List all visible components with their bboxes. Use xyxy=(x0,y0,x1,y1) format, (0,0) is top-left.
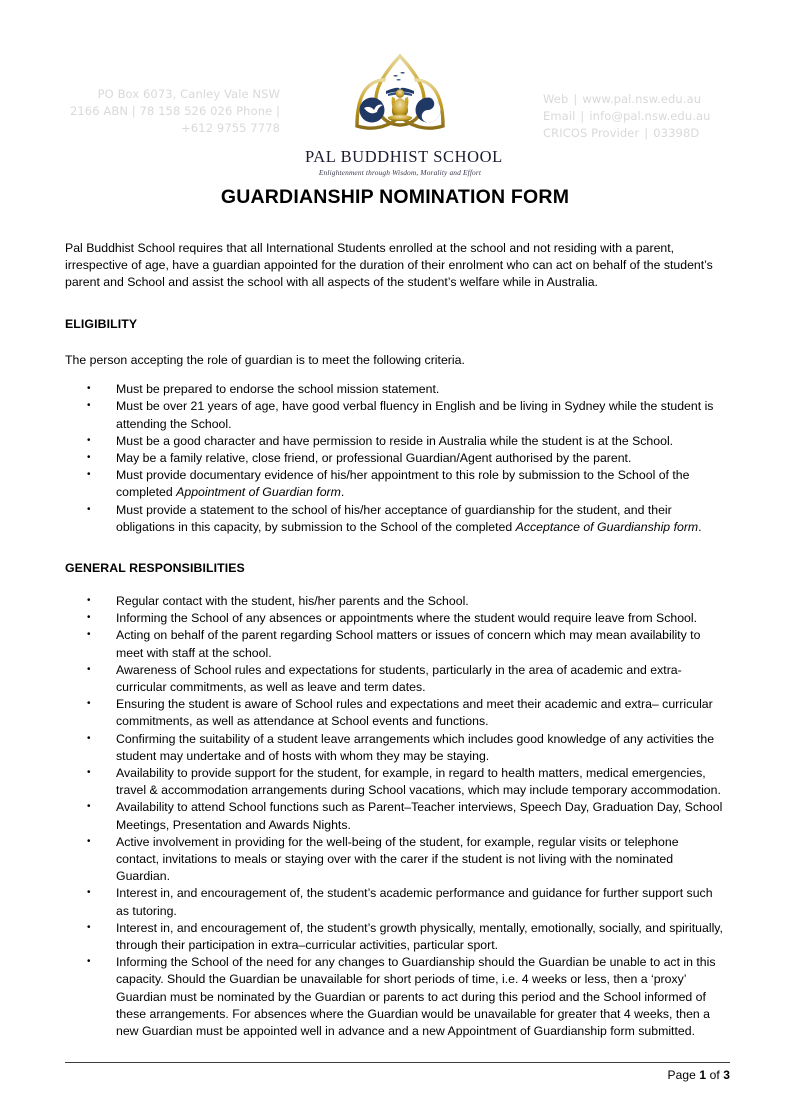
page-number-current: 1 xyxy=(699,1068,707,1082)
page-number-prefix: Page xyxy=(667,1068,700,1082)
list-item-text: Must provide a statement to the school of his/her acceptance of guardianship for the student, and their obligations in this capacity, by submission to the School of the completed xyxy=(116,502,672,534)
list-item-text: Informing the School of any absences or appointments where the student would require leave from School. xyxy=(116,611,698,626)
logo-school-name: PAL BUDDHIST SCHOOL xyxy=(305,147,503,166)
list-item-text: Active involvement in providing for the well-being of the student, for example, regular visits or telephone contact, invitations to meals or staying over with the carer if the student is not living with the nominated Guardian. xyxy=(116,834,679,884)
header-cricos-separator: | xyxy=(644,126,649,140)
list-item xyxy=(65,731,725,765)
list-item xyxy=(65,467,725,501)
list-item-text: Must be over 21 years of age, have good verbal fluency in English and be living in Sydney while the student is attending the School. xyxy=(116,399,714,431)
general-responsibilities-list xyxy=(65,593,725,1040)
list-item-text: Must be prepared to endorse the school mission statement. xyxy=(116,382,440,397)
list-item xyxy=(65,696,725,730)
footer-divider xyxy=(65,1062,730,1063)
list-item-text: Must be a good character and have permission to reside in Australia while the student is at the School. xyxy=(116,433,674,448)
dove-emblem xyxy=(360,98,385,123)
list-item-tail: . xyxy=(698,519,702,534)
yin-yang-emblem xyxy=(416,98,441,123)
list-item xyxy=(65,502,725,536)
list-item-text: Interest in, and encouragement of, the student’s academic performance and guidance for further support such as tutoring. xyxy=(116,886,713,918)
header-email-line xyxy=(543,108,773,125)
page-footer xyxy=(65,1062,730,1082)
header-web-label: Web xyxy=(543,92,569,106)
header-web-separator: | xyxy=(573,92,578,106)
logo-tagline: Enlightenment through Wisdom, Morality and Effort xyxy=(318,168,482,177)
eligibility-lead-text: The person accepting the role of guardian is to meet the following criteria. xyxy=(65,352,465,367)
list-item-text: Informing the School of the need for any changes to Guardianship should the Guardian be unable to act in this capacity. Should the Guardian be unavailable for short periods of time, i.e. 4 weeks or less, then a ‘proxy’ Guardian must be nominated by the Guardian or parents to act during this period and the School informed of these arrangements. For absences where the Guardian would be unavailable for greater that 4 weeks, then a new Guardian must be appointed well in advance and a new Appointment of Guardianship form submitted. xyxy=(116,955,716,1039)
list-item-emphasis: Acceptance of Guardianship form xyxy=(515,519,699,534)
list-item xyxy=(65,433,725,450)
list-item-text: Ensuring the student is aware of School rules and expectations and meet their academic and extra– curricular commitments, as well as attendance at School events and functions. xyxy=(116,697,713,729)
list-item xyxy=(65,662,725,696)
list-item xyxy=(65,920,725,954)
document-body xyxy=(65,186,725,1040)
list-item xyxy=(65,885,725,919)
list-item-emphasis: Appointment of Guardian form xyxy=(176,485,341,500)
list-item xyxy=(65,593,725,610)
list-item xyxy=(65,765,725,799)
header-contact-line: +612 9755 7778 xyxy=(181,121,280,135)
list-item-text: May be a family relative, close friend, or professional Guardian/Agent authorised by the parent. xyxy=(116,450,632,465)
page-number-total: 3 xyxy=(723,1068,730,1082)
section-heading-general-responsibilities: GENERAL RESPONSIBILITIES xyxy=(65,560,245,575)
list-item xyxy=(65,450,725,467)
list-item-text: Interest in, and encouragement of, the student’s growth physically, mentally, emotionally, socially, and spiritually, through their participation in extra–curricular activities, particular sport. xyxy=(116,920,723,952)
list-item-text: Availability to provide support for the student, for example, in regard to health matters, medical emergencies, travel & accommodation arrangements during School vacations, which may include temporary accommodation. xyxy=(116,765,721,798)
header-email-label: Email xyxy=(543,109,576,123)
list-item-text: Awareness of School rules and expectations for students, particularly in the area of academic and extra-curricular commitments, as well as leave and term dates. xyxy=(116,662,682,694)
list-item-tail: . xyxy=(340,485,345,500)
list-item xyxy=(65,381,725,398)
header-cricos-label: CRICOS Provider xyxy=(543,126,640,140)
header-email-separator: | xyxy=(580,109,585,123)
header-postal-contact xyxy=(40,86,280,137)
list-item-text: Regular contact with the student, his/her parents and the School. xyxy=(116,593,469,608)
header-web-line xyxy=(543,91,773,108)
list-item xyxy=(65,954,725,1040)
header-web-value[interactable]: www.pal.nsw.edu.au xyxy=(582,92,702,106)
list-item xyxy=(65,610,725,627)
header-cricos-value: 03398D xyxy=(653,126,700,140)
list-item xyxy=(65,398,725,432)
list-item xyxy=(65,834,725,886)
section-heading-eligibility: ELIGIBILITY xyxy=(65,316,138,331)
eligibility-criteria-list xyxy=(65,381,725,536)
school-logo xyxy=(305,48,503,178)
triquetra-logo-icon xyxy=(316,48,484,150)
header-web-contact xyxy=(543,91,773,142)
list-item-text: Confirming the suitability of a student leave arrangements which includes good knowledge of any activities the student may undertake and of hosts with whom they may be staying. xyxy=(116,731,715,763)
list-item xyxy=(65,627,725,661)
page-number-middle: of xyxy=(706,1068,724,1082)
header-contact-line: 2166 ABN | 78 158 526 026 Phone | xyxy=(69,104,280,118)
page-number xyxy=(65,1068,730,1082)
intro-paragraph: Pal Buddhist School requires that all International Students enrolled at the school and not residing with a parent, irrespective of age, have a guardian appointed for the duration of their enrolment who can act on behalf of the student’s parent and School and assist the school with all aspects of the student’s welfare while in Australia. xyxy=(65,241,713,290)
header-contact-line: PO Box 6073, Canley Vale NSW xyxy=(97,87,280,101)
header-email-value[interactable]: info@pal.nsw.edu.au xyxy=(589,109,711,123)
list-item-text: Availability to attend School functions such as Parent–Teacher interviews, Speech Day, Graduation Day, School Meetings, Presentation and Awards Nights. xyxy=(116,800,723,832)
list-item-text: Must provide documentary evidence of his/her appointment to this role by submission to the School of the completed xyxy=(116,468,690,500)
list-item xyxy=(65,799,725,833)
list-item-text: Acting on behalf of the parent regarding School matters or issues of concern which may mean availability to meet with staff at the school. xyxy=(116,628,701,660)
header-cricos-line xyxy=(543,125,773,142)
page-title: GUARDIANSHIP NOMINATION FORM xyxy=(220,186,570,208)
page-header xyxy=(0,48,790,178)
